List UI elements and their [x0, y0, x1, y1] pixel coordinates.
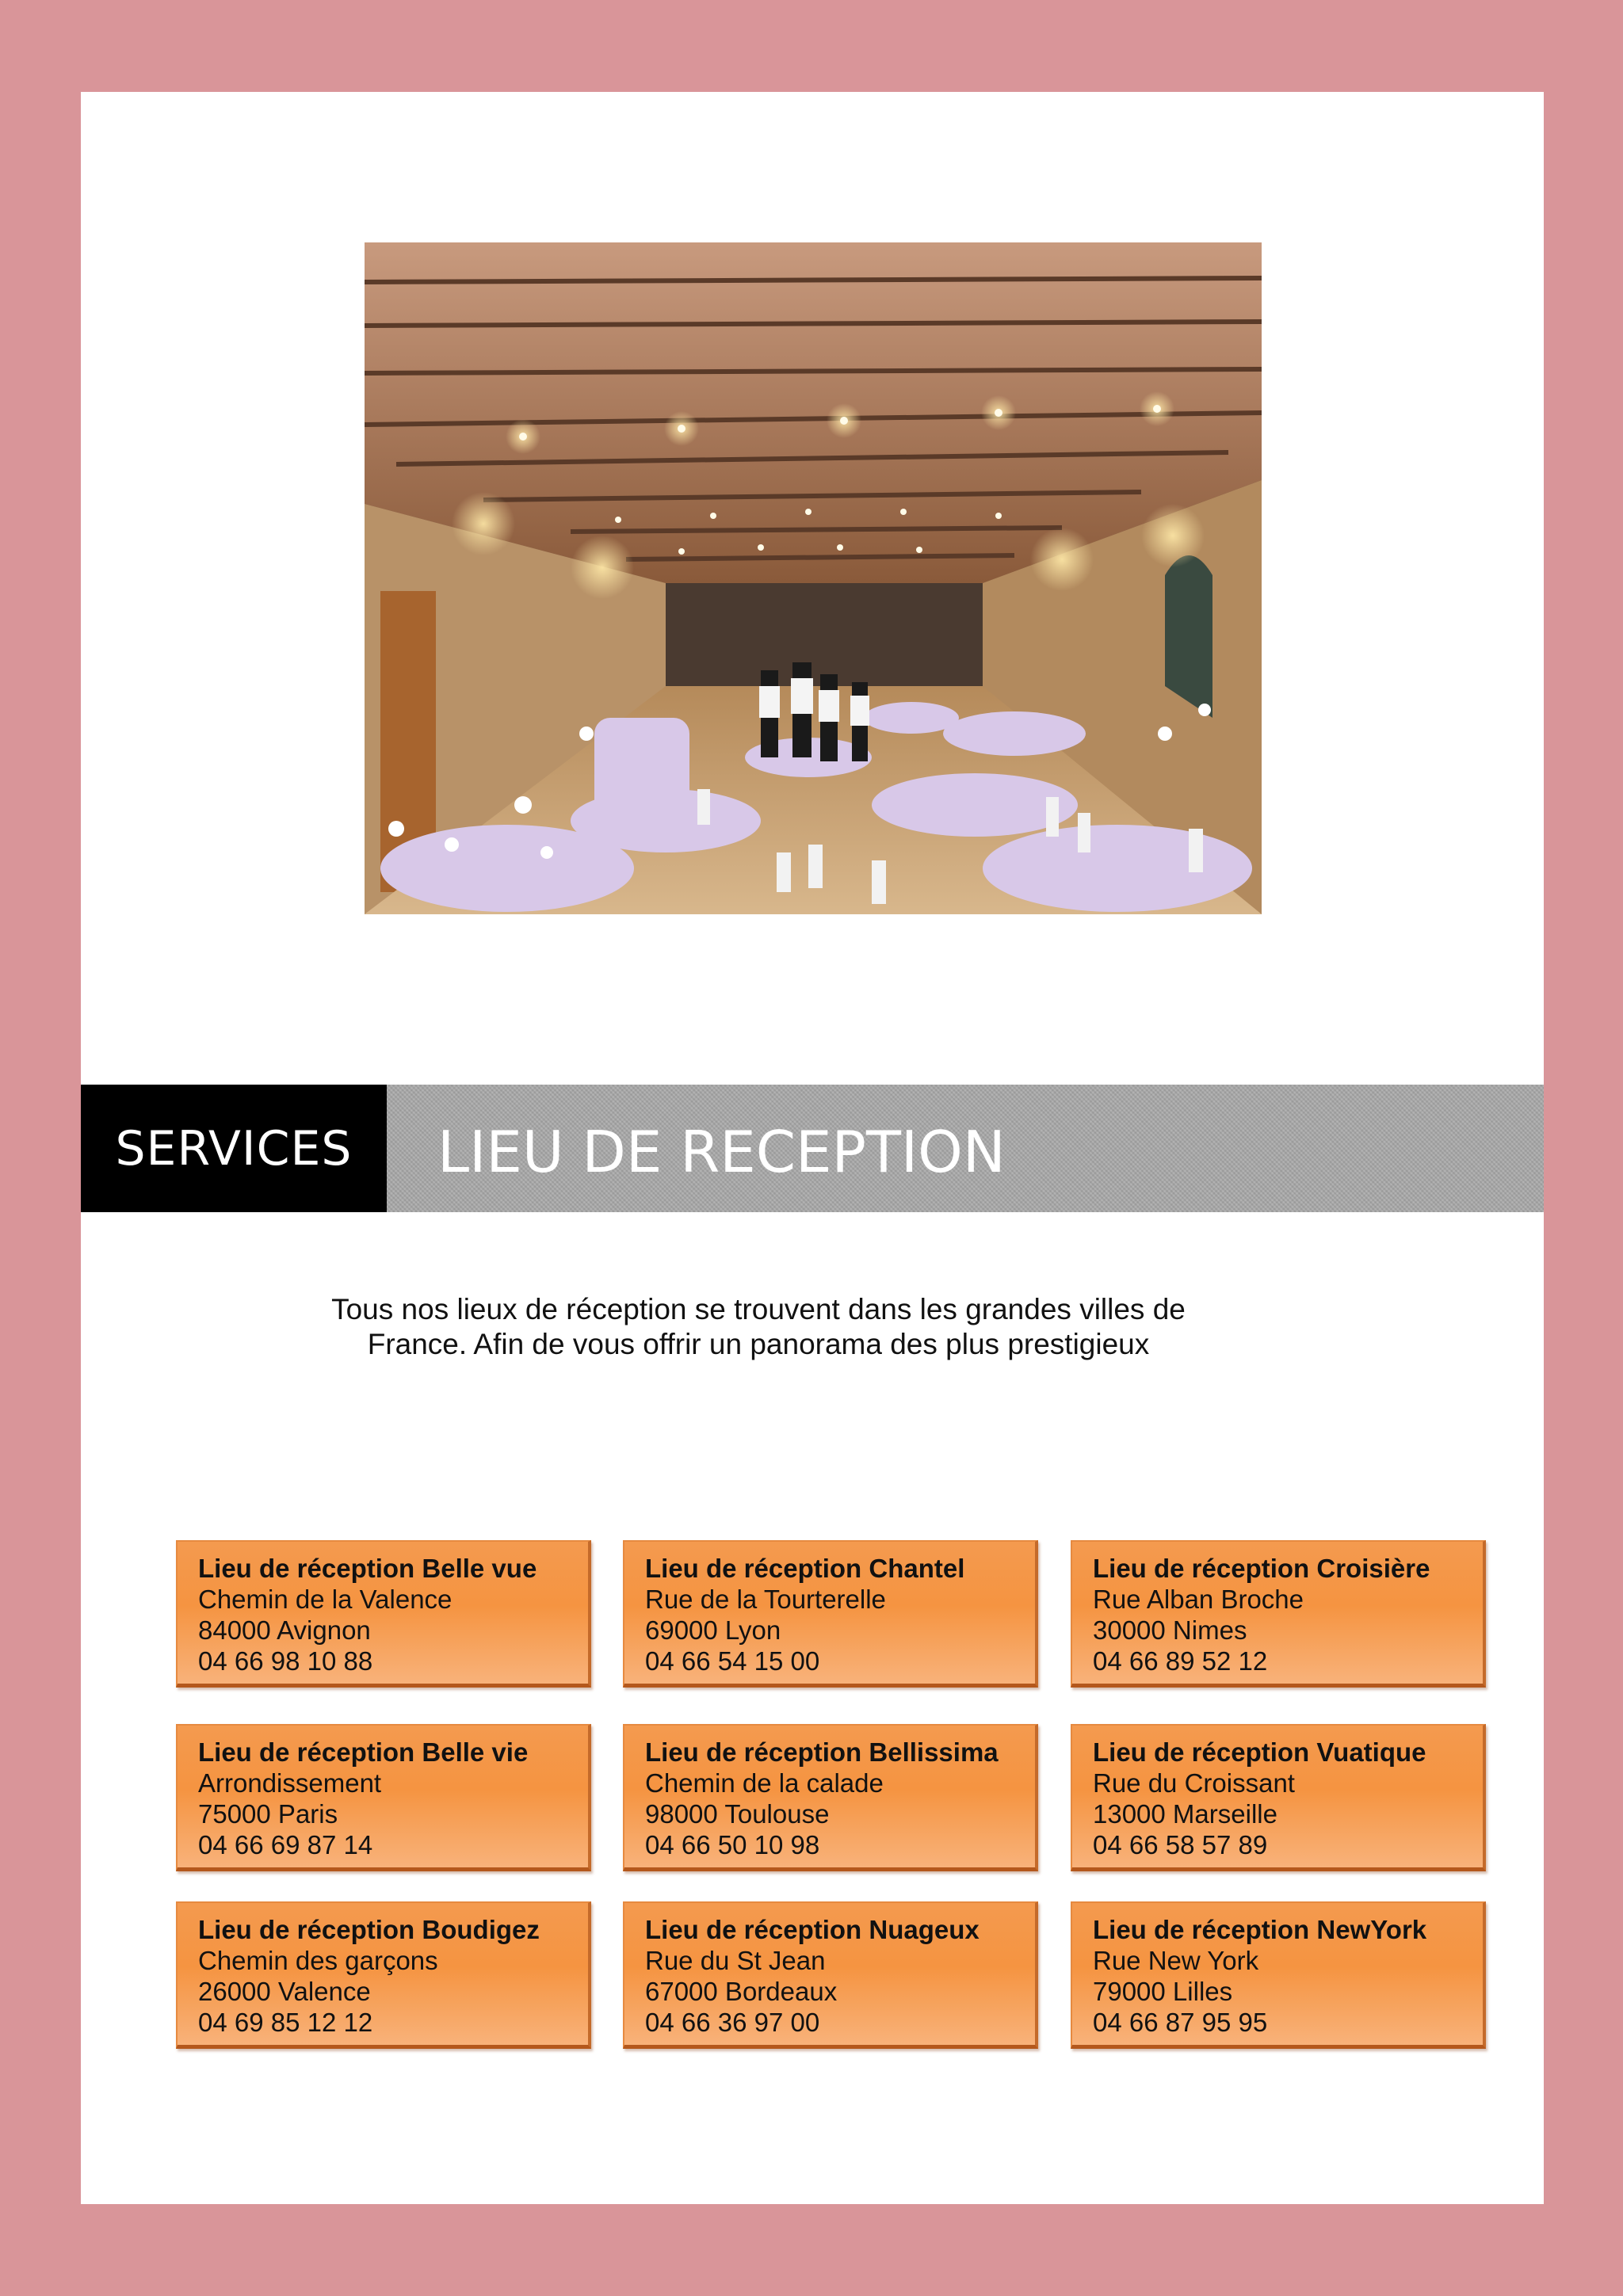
intro-line-2: France. Afin de vous offrir un panorama des plus prestigieux [367, 1328, 1150, 1360]
venue-street: Chemin de la Valence [198, 1585, 453, 1614]
venue-street: Rue du St Jean [645, 1946, 826, 1975]
venue-card [623, 1901, 1038, 2049]
venue-city: 69000 Lyon [645, 1615, 781, 1645]
venue-phone: 04 66 36 97 00 [645, 2008, 820, 2037]
venue-name: Lieu de réception Nuageux [645, 1915, 980, 1944]
venue-street: Rue Alban Broche [1093, 1585, 1304, 1614]
venue-name: Lieu de réception Bellissima [645, 1737, 999, 1767]
page-title-banner [387, 1085, 1544, 1212]
venue-card [176, 1540, 591, 1688]
venue-city: 26000 Valence [198, 1977, 371, 2006]
intro-line-1: Tous nos lieux de réception se trouvent dans les grandes villes de [331, 1293, 1186, 1325]
venue-card [1071, 1901, 1486, 2049]
venue-street: Arrondissement [198, 1768, 382, 1798]
venue-card [623, 1540, 1038, 1688]
intro-paragraph [303, 1292, 1214, 1362]
venue-name: Lieu de réception Vuatique [1093, 1737, 1426, 1767]
venue-name: Lieu de réception Chantel [645, 1554, 965, 1583]
venue-street: Rue New York [1093, 1946, 1259, 1975]
venue-city: 13000 Marseille [1093, 1799, 1277, 1829]
venue-name: Lieu de réception Belle vie [198, 1737, 529, 1767]
venue-phone: 04 66 50 10 98 [645, 1830, 820, 1859]
venue-city: 98000 Toulouse [645, 1799, 830, 1829]
venue-phone: 04 66 69 87 14 [198, 1830, 373, 1859]
venue-name: Lieu de réception Belle vue [198, 1554, 537, 1583]
venue-city: 67000 Bordeaux [645, 1977, 838, 2006]
venue-phone: 04 66 58 57 89 [1093, 1830, 1268, 1859]
venue-street: Chemin des garçons [198, 1946, 438, 1975]
venue-card [176, 1724, 591, 1871]
venue-street: Chemin de la calade [645, 1768, 884, 1798]
venue-phone: 04 66 98 10 88 [198, 1646, 373, 1676]
document-page [81, 92, 1544, 2204]
venue-name: Lieu de réception NewYork [1093, 1915, 1427, 1944]
venue-city: 75000 Paris [198, 1799, 338, 1829]
venue-phone: 04 66 89 52 12 [1093, 1646, 1268, 1676]
venue-phone: 04 66 54 15 00 [645, 1646, 820, 1676]
venue-card [1071, 1724, 1486, 1871]
venue-card [176, 1901, 591, 2049]
venue-city: 30000 Nimes [1093, 1615, 1247, 1645]
venue-name: Lieu de réception Boudigez [198, 1915, 540, 1944]
venue-city: 79000 Lilles [1093, 1977, 1233, 2006]
venue-card [623, 1724, 1038, 1871]
section-label-text: SERVICES [115, 1120, 353, 1177]
section-label [81, 1085, 387, 1212]
venue-name: Lieu de réception Croisière [1093, 1554, 1430, 1583]
page-title: LIEU DE RECEPTION [437, 1118, 1006, 1185]
venue-card [1071, 1540, 1486, 1688]
venue-city: 84000 Avignon [198, 1615, 371, 1645]
venue-street: Rue du Croissant [1093, 1768, 1295, 1798]
venue-street: Rue de la Tourterelle [645, 1585, 886, 1614]
venue-phone: 04 69 85 12 12 [198, 2008, 373, 2037]
venue-phone: 04 66 87 95 95 [1093, 2008, 1268, 2037]
banquet-hall-photo [365, 242, 1262, 914]
